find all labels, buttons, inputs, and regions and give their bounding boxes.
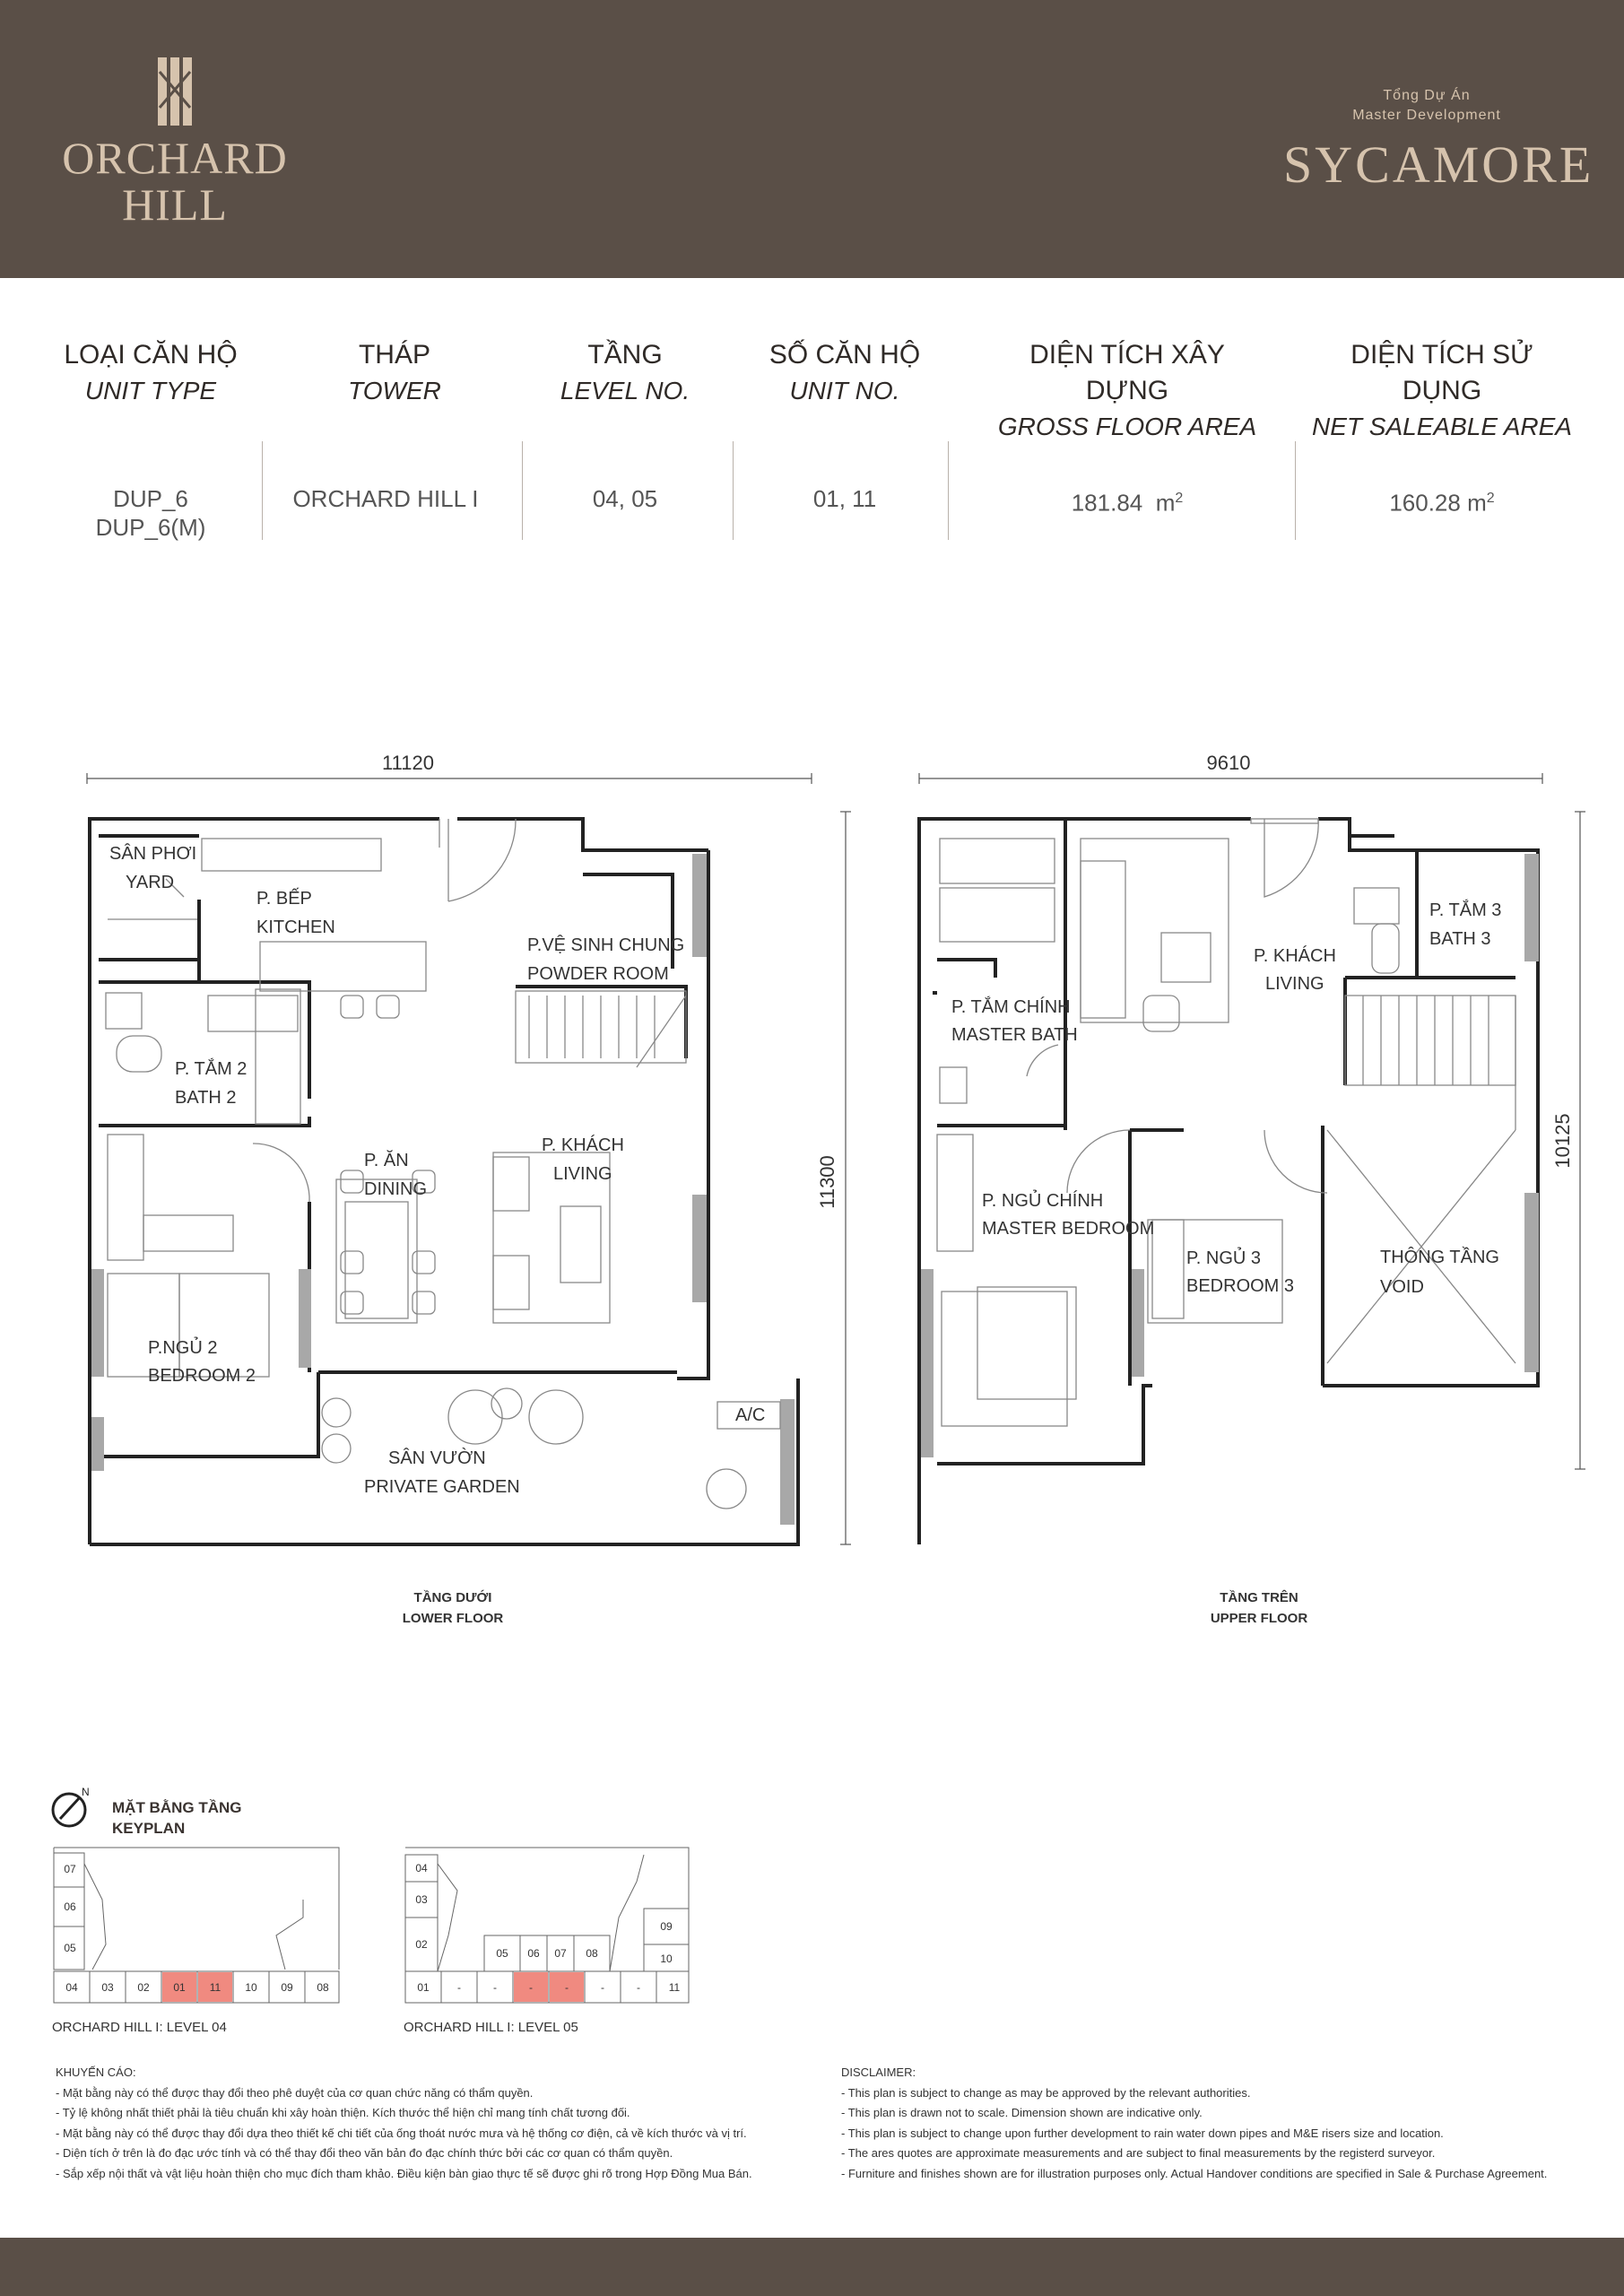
- kitchen-label: P. BẾP: [256, 889, 312, 909]
- yard-label-en: YARD: [126, 873, 175, 892]
- bath2-label-en: BATH 2: [175, 1088, 237, 1108]
- bedroom3-label: P. NGỦ 3: [1186, 1248, 1261, 1268]
- kitchen-label-en: KITCHEN: [256, 918, 335, 937]
- lower-height-dim: 11300: [816, 1155, 838, 1209]
- master-bath-label-en: MASTER BATH: [951, 1025, 1078, 1045]
- brand-name-line1: ORCHARD: [62, 133, 288, 183]
- keyplan-level5: [404, 1846, 690, 2003]
- svg-text:09: 09: [660, 1920, 673, 1933]
- svg-text:03: 03: [101, 1981, 114, 1994]
- col-unit-type: LOẠI CĂN HỘ UNIT TYPE: [64, 340, 238, 404]
- disclaimer-en: DISCLAIMER: - This plan is subject to change as may be approved by the relevant authorities. - This plan is drawn not to scale. Dimension shown are indicative only. - This plan is subject to change upon further development to rain water down pipes and M&E risers size and location. - The ares quotes are approximate measurements and are subject to final measurements by the registerd surveyor. - Furniture and finishes shown are for illustration purposes only. Actual Handover conditions are specified in Sale & Purchase Agreement.: [841, 2066, 1548, 2180]
- svg-text:08: 08: [586, 1947, 598, 1960]
- master-bedroom-label-en: MASTER BEDROOM: [982, 1219, 1155, 1239]
- svg-text:05: 05: [64, 1942, 76, 1954]
- orchard-hill-emblem-icon: [54, 54, 296, 135]
- lower-floor-title: TẦNG DƯỚI: [413, 1590, 492, 1605]
- master-bedroom-label: P. NGỦ CHÍNH: [982, 1191, 1104, 1211]
- lower-width-dim: 11120: [382, 752, 434, 774]
- svg-text:-: -: [457, 1981, 461, 1994]
- svg-text:04: 04: [65, 1981, 78, 1994]
- svg-text:07: 07: [554, 1947, 567, 1960]
- upper-floor-title-en: UPPER FLOOR: [1210, 1611, 1308, 1626]
- bath3-label: P. TẮM 3: [1429, 900, 1502, 920]
- svg-text:-: -: [637, 1981, 640, 1994]
- dining-label-en: DINING: [364, 1179, 427, 1199]
- value-tower: ORCHARD HILL I: [292, 485, 479, 512]
- powder-label-en: POWDER ROOM: [527, 964, 669, 984]
- living-label-en: LIVING: [553, 1164, 612, 1184]
- value-unit-type: DUP_6 DUP_6(M): [95, 485, 206, 541]
- svg-text:07: 07: [64, 1863, 76, 1875]
- north-compass-icon: [49, 1785, 94, 1830]
- void-label-en: VOID: [1380, 1277, 1424, 1297]
- brand-name-line2: HILL: [122, 179, 228, 230]
- dining-label: P. ĂN: [364, 1151, 409, 1170]
- table-divider: [1295, 441, 1296, 540]
- void-label: THÔNG TẦNG: [1380, 1248, 1499, 1267]
- floor-plans: [0, 752, 1624, 1626]
- upper-height-dim: 10125: [1551, 1113, 1574, 1169]
- value-net-area: 160.28 $m^2$: [1389, 489, 1495, 517]
- bath3-label-en: BATH 3: [1429, 929, 1491, 949]
- value-gross-area: 181.84 $m^2$: [1071, 489, 1184, 517]
- svg-text:02: 02: [415, 1938, 428, 1951]
- col-level: TẦNG LEVEL NO.: [560, 340, 690, 404]
- svg-text:-: -: [529, 1981, 533, 1994]
- svg-text:08: 08: [317, 1981, 329, 1994]
- master-dev-en: Master Development: [1352, 108, 1501, 123]
- footer-bar: [0, 2238, 1624, 2296]
- col-tower: THÁP TOWER: [348, 340, 441, 404]
- value-level: 04, 05: [592, 485, 658, 512]
- living-label: P. KHÁCH: [542, 1135, 624, 1155]
- keyplan-level4-caption: ORCHARD HILL I: LEVEL 04: [52, 2020, 227, 2035]
- col-gross-area: DIỆN TÍCH XÂY DỰNG GROSS FLOOR AREA: [997, 340, 1257, 440]
- upper-floor-title: TẦNG TRÊN: [1220, 1590, 1298, 1605]
- powder-label: P.VỆ SINH CHUNG: [527, 935, 685, 955]
- lower-floor-plan: [87, 752, 851, 1626]
- sycamore-logo: [1283, 86, 1594, 195]
- svg-text:03: 03: [415, 1893, 428, 1906]
- sycamore-wordmark: SYCAMORE: [1283, 135, 1594, 194]
- col-unit-no: SỐ CĂN HỘ UNIT NO.: [769, 340, 921, 404]
- svg-text:11: 11: [209, 1981, 221, 1994]
- header-bar: [0, 0, 1624, 278]
- svg-text:02: 02: [137, 1981, 150, 1994]
- svg-text:-: -: [601, 1981, 604, 1994]
- svg-text:01: 01: [173, 1981, 186, 1994]
- svg-text:09: 09: [281, 1981, 293, 1994]
- garden-label: SÂN VƯỜN: [388, 1448, 486, 1468]
- svg-text:06: 06: [527, 1947, 540, 1960]
- svg-text:N: N: [82, 1786, 90, 1798]
- bedroom2-label-en: BEDROOM 2: [148, 1366, 256, 1386]
- svg-text:11: 11: [668, 1981, 681, 1994]
- ac-label: A/C: [735, 1405, 766, 1425]
- master-bath-label: P. TẮM CHÍNH: [951, 997, 1071, 1017]
- bedroom3-label-en: BEDROOM 3: [1186, 1276, 1295, 1296]
- svg-text:-: -: [565, 1981, 569, 1994]
- master-dev-vn: Tổng Dự Án: [1383, 88, 1471, 103]
- svg-text:04: 04: [415, 1862, 428, 1874]
- keyplan-title: MẶT BẰNG TẦNG KEYPLAN: [112, 1799, 242, 1837]
- svg-text:05: 05: [496, 1947, 508, 1960]
- svg-text:10: 10: [660, 1952, 673, 1965]
- bedroom2-label: P.NGỦ 2: [148, 1338, 218, 1358]
- svg-text:-: -: [493, 1981, 497, 1994]
- disclaimer-vn: KHUYẾN CÁO: - Mặt bằng này có thể được thay đổi theo phê duyệt của cơ quan chức năng có thẩm quyền. - Tỷ lệ không nhất thiết phải là tiêu chuẩn khi xây hoàn thiện. Kích thước thể hiện chỉ mang tính chất tương đối. - Mặt bằng này có thể được thay đổi dựa theo thiết kế chi tiết của ống thoát nước mưa và hệ thống cơ điện, cả về kích thước và vị trí. - Diện tích ở trên là đo đạc ước tính và có thể thay đổi theo văn bản đo đạc chính thức bởi các cơ quan có thẩm quyền. - Sắp xếp nội thất và vật liệu hoàn thiện cho mục đích tham khảo. Điều kiện bàn giao thực tế sẽ được ghi rõ trong Hợp Đồng Mua Bán.: [56, 2066, 752, 2180]
- upper-living-label: P. KHÁCH: [1254, 946, 1336, 966]
- orchard-hill-logo: [54, 54, 296, 233]
- lower-floor-title-en: LOWER FLOOR: [402, 1611, 504, 1626]
- upper-width-dim: 9610: [1206, 752, 1251, 774]
- upper-floor-plan: [919, 752, 1585, 1626]
- keyplan-level5-caption: ORCHARD HILL I: LEVEL 05: [404, 2020, 578, 2035]
- col-net-area: DIỆN TÍCH SỬ DỤNG NET SALEABLE AREA: [1312, 340, 1572, 440]
- value-unit-no: 01, 11: [812, 485, 877, 512]
- svg-text:10: 10: [245, 1981, 257, 1994]
- garden-label-en: PRIVATE GARDEN: [364, 1477, 520, 1497]
- svg-text:06: 06: [64, 1900, 76, 1913]
- keyplan-level4: [52, 1846, 343, 2003]
- svg-text:01: 01: [417, 1981, 430, 1994]
- upper-living-label-en: LIVING: [1265, 974, 1324, 994]
- bath2-label: P. TẮM 2: [175, 1059, 248, 1079]
- yard-label: SÂN PHƠI: [109, 844, 197, 864]
